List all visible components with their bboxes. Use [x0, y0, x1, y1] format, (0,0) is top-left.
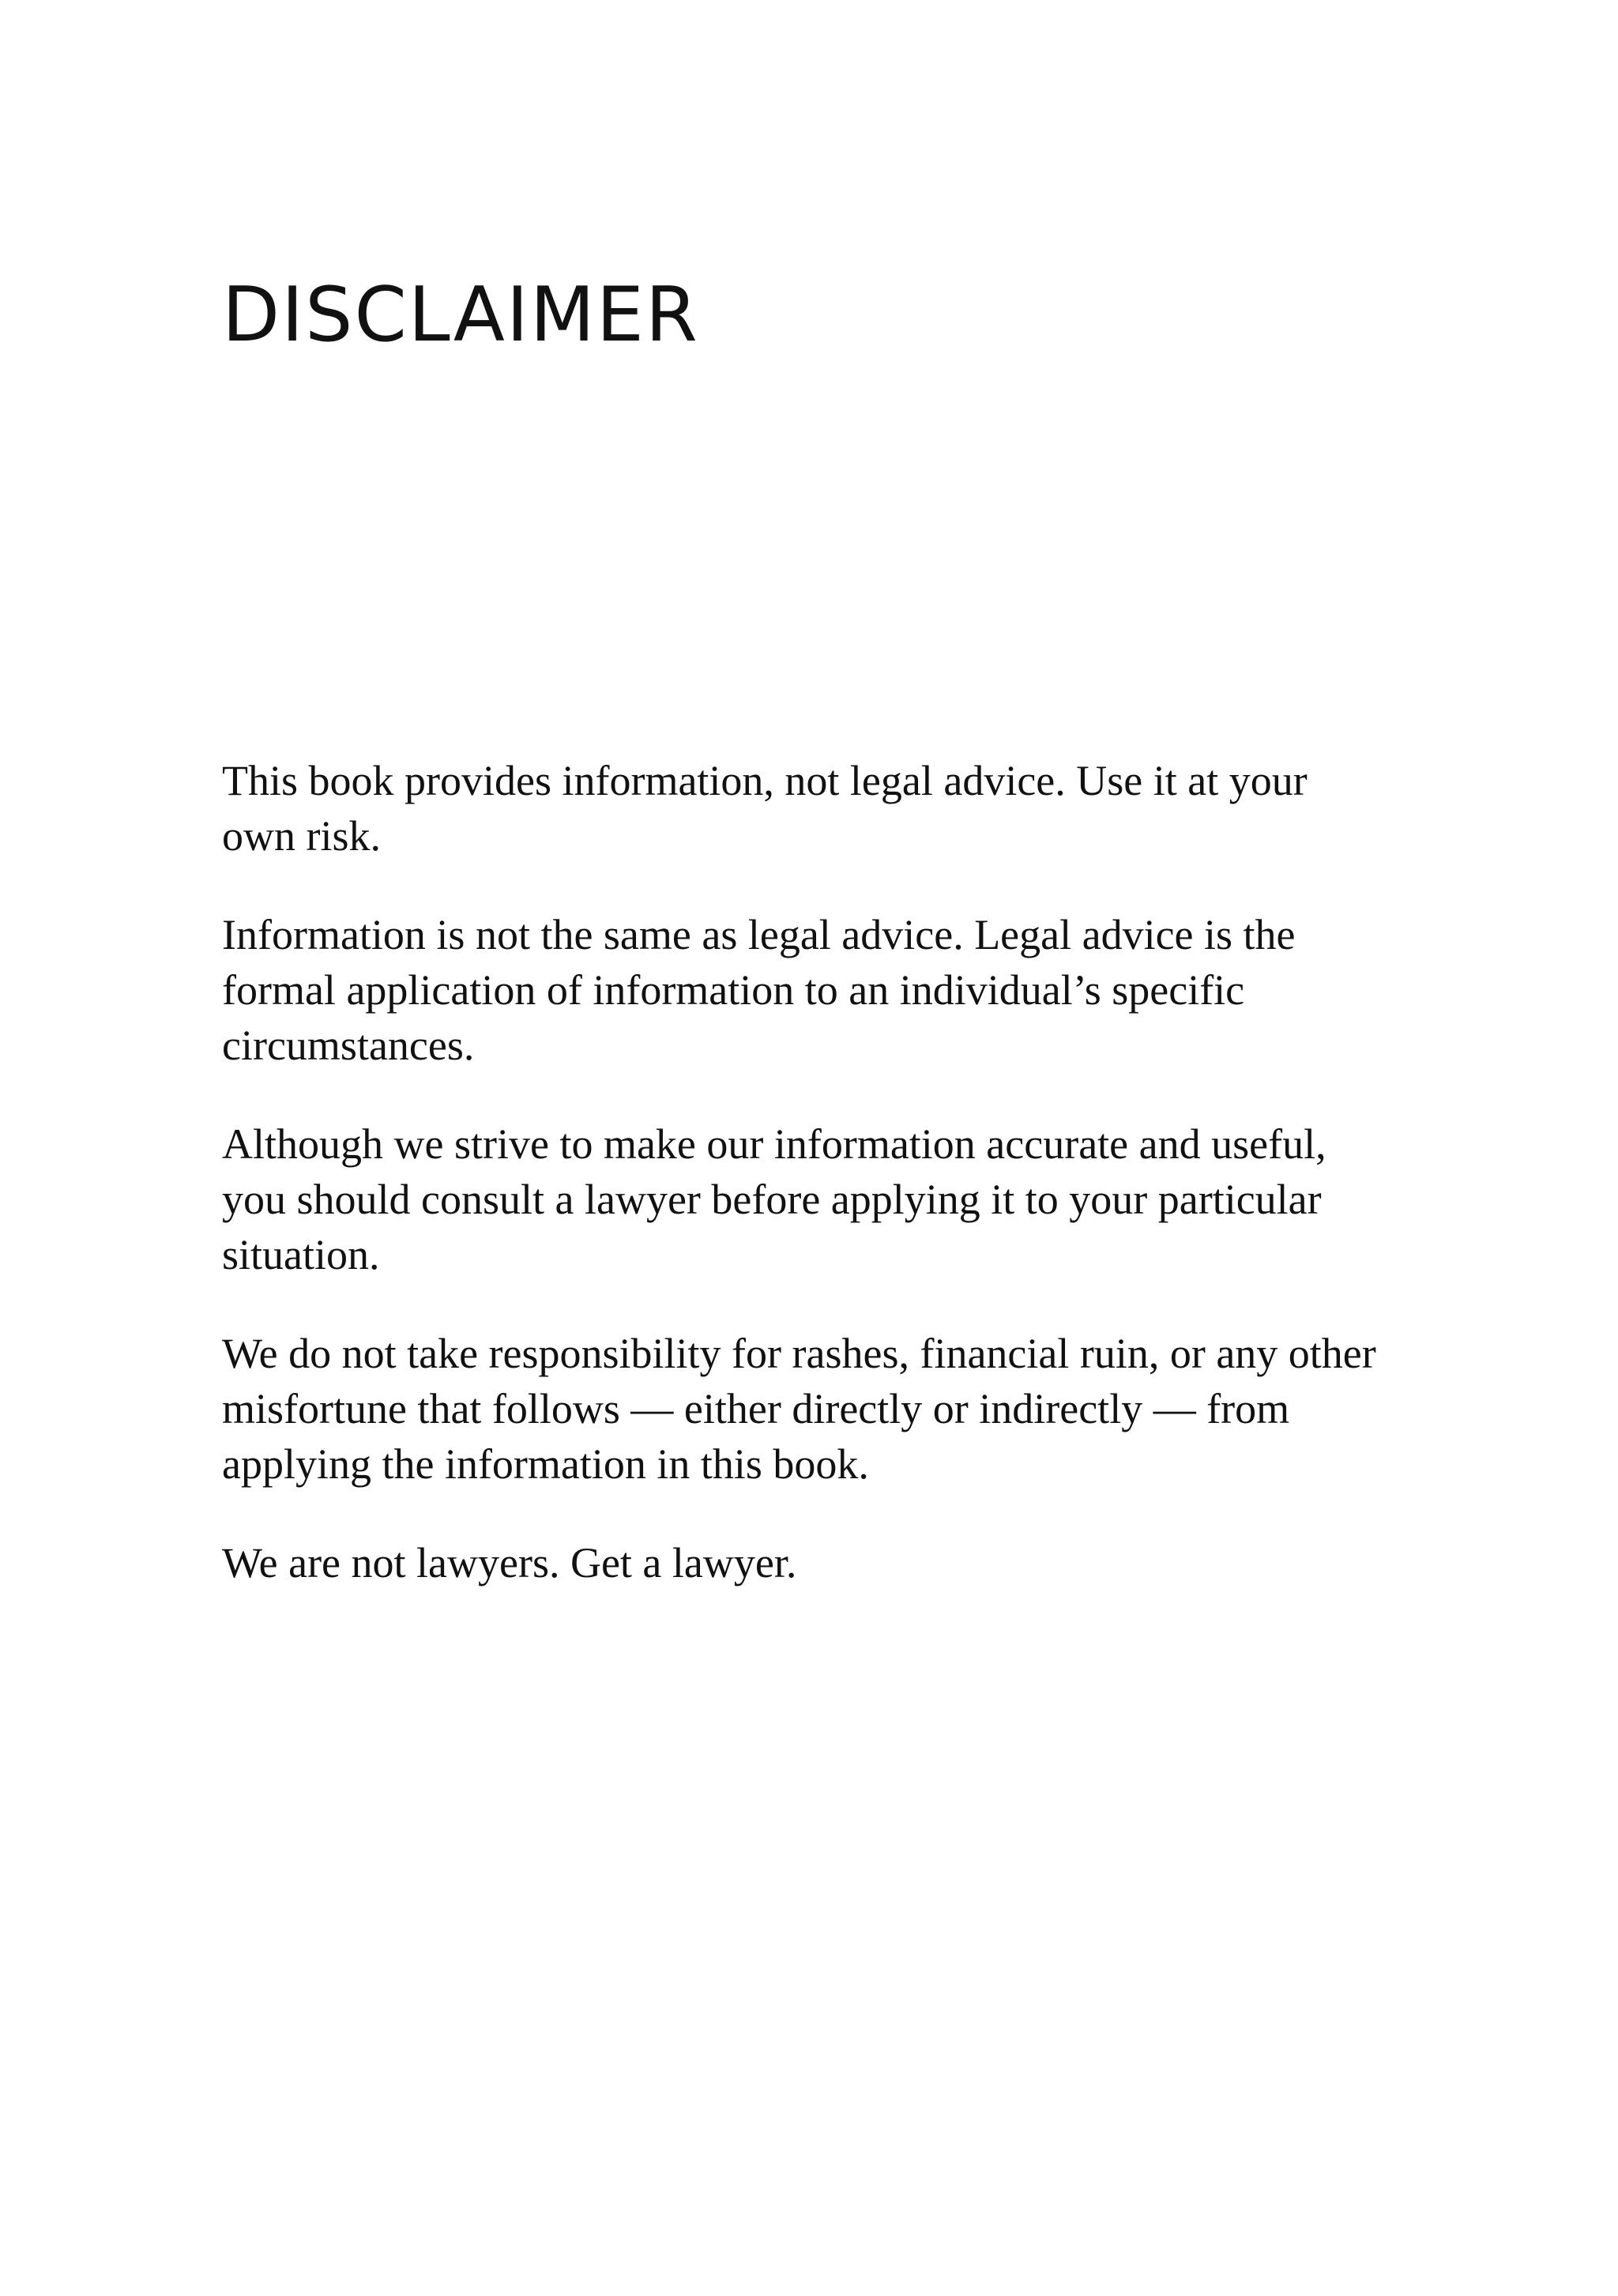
disclaimer-body — [222, 753, 1391, 1590]
paragraph-information-vs-advice: Information is not the same as legal advice. Legal advice is the formal application of information to an individual’s specific circumstances. — [222, 911, 1296, 1069]
paragraph-no-responsibility: We do not take responsibility for rashes, financial ruin, or any other misfortune that follows — either directly or indirectly — from applying the information in this book. — [222, 1330, 1376, 1488]
paragraph-consult-lawyer: Although we strive to make our information accurate and useful, you should consult a lawyer before applying it to your particular situation. — [222, 1120, 1326, 1278]
paragraph-risk: This book provides information, not legal advice. Use it at your own risk. — [222, 757, 1308, 860]
paragraph-not-lawyers: We are not lawyers. Get a lawyer. — [222, 1539, 797, 1586]
page-title: DISCLAIMER — [222, 272, 699, 359]
